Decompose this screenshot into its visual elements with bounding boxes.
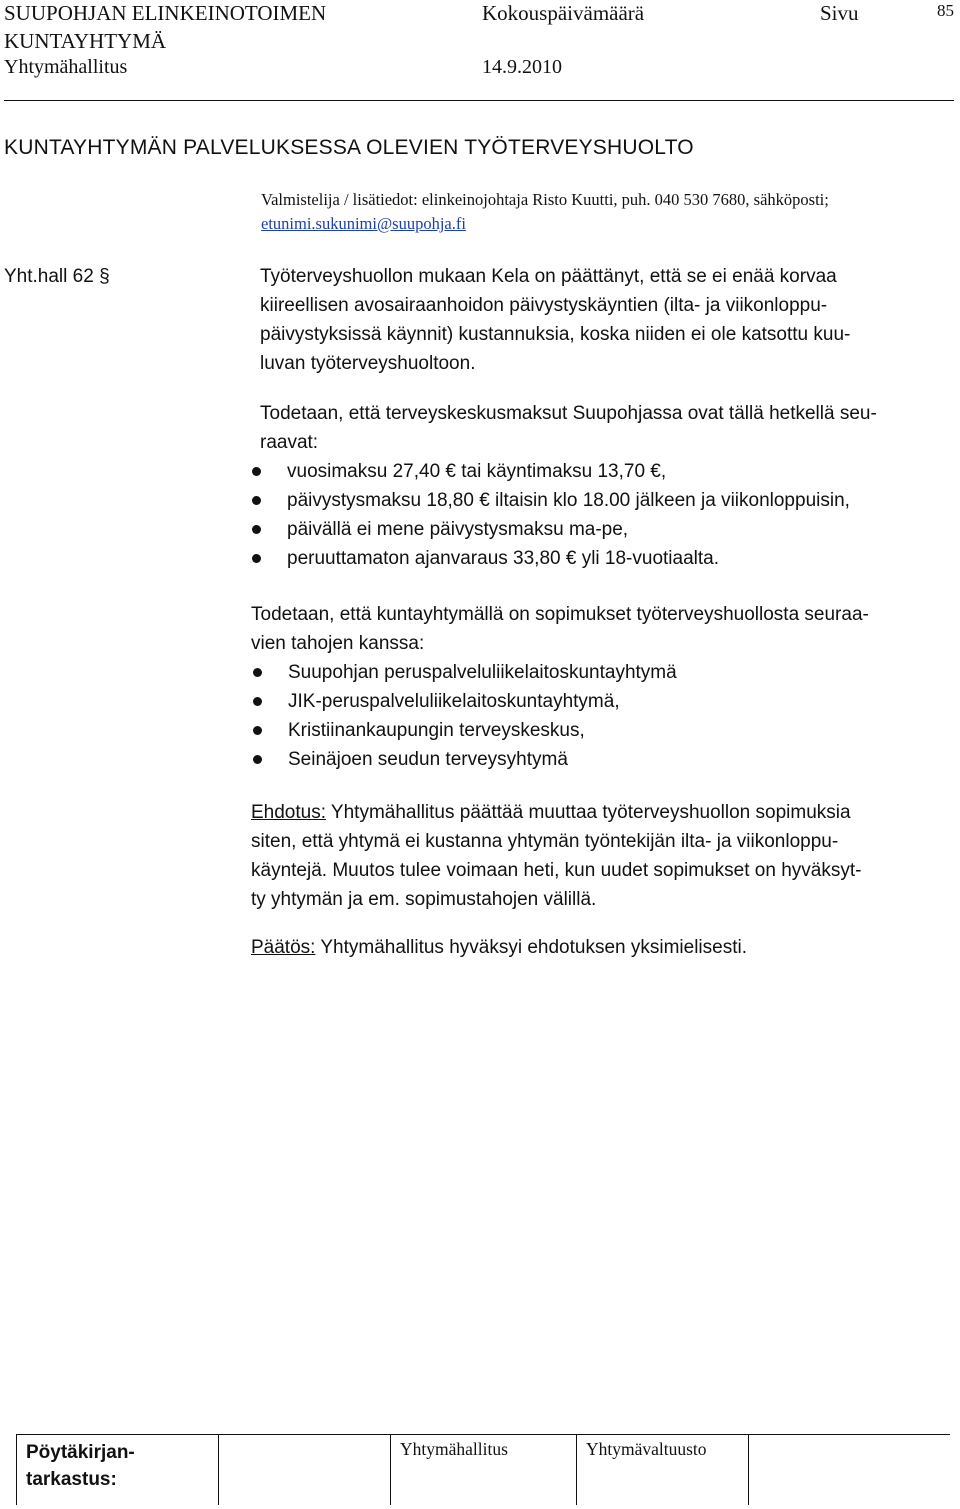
header-body: Yhtymähallitus <box>4 56 128 78</box>
list-item: peruuttamaton ajanvaraus 33,80 € yli 18-vuotiaalta. <box>250 544 950 573</box>
footer-signature-council: Yhtymävaltuusto <box>586 1439 707 1459</box>
list-item: Seinäjoen seudun terveysyhtymä <box>251 745 956 774</box>
footer-label: Pöytäkirjan- tarkastus: <box>26 1442 135 1490</box>
bullet-icon <box>252 496 261 505</box>
footer-divider <box>576 1435 577 1505</box>
header-page-number: 85 <box>937 1 954 20</box>
fees-list <box>250 457 950 573</box>
footer-divider <box>218 1435 219 1505</box>
decision-text: Yhtymähallitus hyväksyi ehdotuksen yksimielisesti. <box>315 937 747 958</box>
list-item: Suupohjan peruspalveluliikelaitoskuntayhtymä <box>251 658 956 687</box>
document-title: KUNTAYHTYMÄN PALVELUKSESSA OLEVIEN TYÖTERVEYSHUOLTO <box>4 136 694 159</box>
agreements-section <box>251 600 956 774</box>
agreements-intro-line: Todetaan, että kuntayhtymällä on sopimukset työterveyshuollosta seuraa- <box>251 604 869 625</box>
list-item: päivystysmaksu 18,80 € iltaisin klo 18.00 jälkeen ja viikonloppuisin, <box>250 486 950 515</box>
proposal-line: Yhtymähallitus päättää muuttaa työterveyshuollon sopimuksia <box>326 802 851 823</box>
paragraph-line: päivystyksissä käynnit) kustannuksia, koska niiden ei ole katsottu kuu- <box>260 324 851 345</box>
decision-label: Päätös: <box>251 937 316 958</box>
bullet-icon <box>253 726 262 735</box>
fees-section <box>260 399 950 573</box>
header-date: 14.9.2010 <box>482 56 562 78</box>
proposal-section <box>251 798 956 914</box>
header-organization-line1: SUUPOHJAN ELINKEINOTOIMEN <box>4 1 327 25</box>
header-date-label: Kokouspäivämäärä <box>482 1 645 25</box>
list-item: JIK-peruspalveluliikelaitoskuntayhtymä, <box>251 687 956 716</box>
agreements-list <box>251 658 956 774</box>
proposal-line: käyntejä. Muutos tulee voimaan heti, kun uudet sopimukset on hyväksyt- <box>251 860 862 881</box>
footer-divider <box>748 1435 749 1505</box>
header-organization-line2: KUNTAYHTYMÄ <box>4 29 167 53</box>
decision-section <box>251 933 956 962</box>
list-item: vuosimaksu 27,40 € tai käyntimaksu 13,70 €, <box>250 457 950 486</box>
paragraph-line: kiireellisen avosairaanhoidon päivystyskäyntien (ilta- ja viikonloppu- <box>260 295 828 316</box>
list-item: Kristiinankaupungin terveyskeskus, <box>251 716 956 745</box>
bullet-icon <box>253 668 262 677</box>
bullet-icon <box>252 554 261 563</box>
paragraph-line: Työterveyshuollon mukaan Kela on päättänyt, että se ei enää korvaa <box>260 266 837 287</box>
bullet-icon <box>252 467 261 476</box>
bullet-icon <box>253 755 262 764</box>
paragraph-line: luvan työterveyshuoltoon. <box>260 353 476 374</box>
section-reference: Yht.hall 62 § <box>4 266 110 287</box>
list-item: päivällä ei mene päivystysmaksu ma-pe, <box>250 515 950 544</box>
paragraph-background <box>260 262 950 378</box>
footer-divider <box>390 1435 391 1505</box>
proposal-line: siten, että yhtymä ei kustanna yhtymän työntekijän ilta- ja viikonloppu- <box>251 831 839 852</box>
bullet-icon <box>253 697 262 706</box>
agreements-intro-line: vien tahojen kanssa: <box>251 633 425 654</box>
bullet-icon <box>252 525 261 534</box>
proposal-label: Ehdotus: <box>251 802 326 823</box>
fees-intro-line: Todetaan, että terveyskeskusmaksut Suupohjassa ovat tällä hetkellä seu- <box>260 403 877 424</box>
preparer-text: Valmistelija / lisätiedot: elinkeinojohtaja Risto Kuutti, puh. 040 530 7680, sähköposti; <box>261 190 829 209</box>
fees-intro-line: raavat: <box>260 432 319 453</box>
proposal-line: ty yhtymän ja em. sopimustahojen välillä. <box>251 889 597 910</box>
header-divider <box>4 100 954 101</box>
footer-table <box>16 1434 950 1505</box>
footer-signature-board: Yhtymähallitus <box>400 1439 508 1459</box>
header-page-label: Sivu <box>820 1 859 25</box>
preparer-email-link[interactable]: etunimi.sukunimi@suupohja.fi <box>261 214 466 233</box>
preparer-info <box>261 188 960 236</box>
